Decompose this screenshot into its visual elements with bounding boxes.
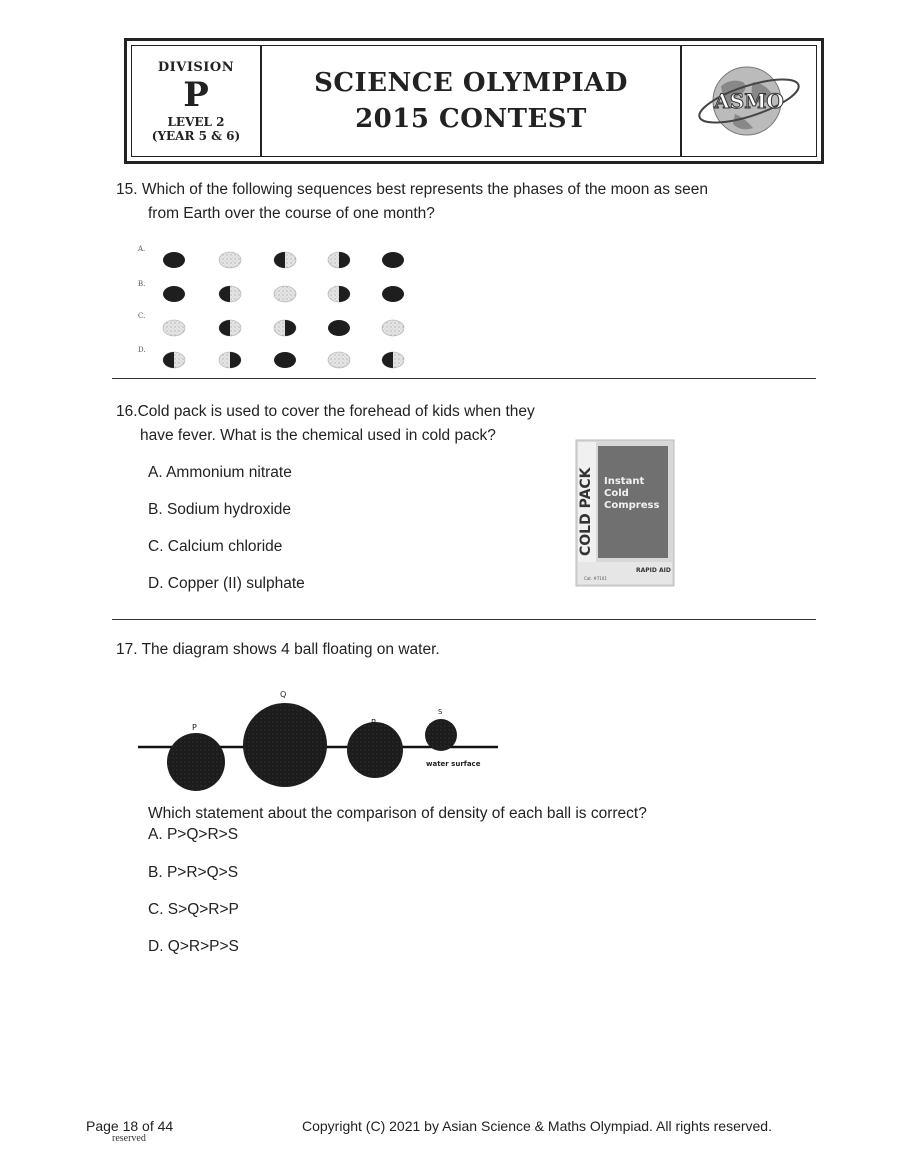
pack-side-text: COLD PACK xyxy=(578,467,594,556)
q16-option-b[interactable]: B. Sodium hydroxide xyxy=(148,501,292,518)
ball-label-q: Q xyxy=(280,690,287,699)
ball-p xyxy=(167,733,225,791)
moon-phase-first-quarter-icon xyxy=(328,286,350,302)
section-divider xyxy=(112,619,816,620)
q16-option-a[interactable]: A. Ammonium nitrate xyxy=(148,464,292,481)
pack-label-line-2: Cold xyxy=(604,488,629,499)
q17-option-a[interactable]: A. P>Q>R>S xyxy=(148,826,239,843)
moon-phase-new-icon xyxy=(274,352,296,368)
ball-s xyxy=(425,719,457,751)
pack-label-line-1: Instant xyxy=(604,476,645,487)
q16-option-c[interactable]: C. Calcium chloride xyxy=(148,538,283,555)
floating-balls-diagram xyxy=(136,684,506,794)
section-divider xyxy=(112,378,816,379)
ball-q xyxy=(243,703,327,787)
q16-option-d[interactable]: D. Copper (II) sulphate xyxy=(148,575,305,592)
q17-number: 17. xyxy=(116,641,138,658)
question-15 xyxy=(116,178,816,226)
title-line-2: 2015 CONTEST xyxy=(355,104,587,134)
moon-phase-new-icon xyxy=(382,252,404,268)
moon-row-label: C. xyxy=(138,312,146,320)
moon-phase-full-icon xyxy=(274,286,296,302)
moon-phase-last-quarter-icon xyxy=(219,320,241,336)
ball-label-p: P xyxy=(192,723,197,732)
ball-r xyxy=(347,722,403,778)
moon-phase-full-icon xyxy=(382,320,404,336)
moon-phase-last-quarter-icon xyxy=(382,352,404,368)
moon-row-label: D. xyxy=(138,346,146,354)
moon-phase-last-quarter-icon xyxy=(163,352,185,368)
moon-row-label: A. xyxy=(138,245,146,253)
moon-phase-first-quarter-icon xyxy=(328,252,350,268)
moon-phase-full-icon xyxy=(219,252,241,268)
pack-code: Cat. #7101 xyxy=(584,576,607,581)
globe-logo-icon xyxy=(691,56,807,146)
division-letter: P xyxy=(183,74,209,115)
q15-number: 15. xyxy=(116,181,138,198)
moon-phase-full-icon xyxy=(328,352,350,368)
q17-option-b[interactable]: B. P>R>Q>S xyxy=(148,864,239,881)
moon-phase-new-icon xyxy=(163,252,185,268)
q17-option-c[interactable]: C. S>Q>R>P xyxy=(148,901,239,918)
moon-phase-first-quarter-icon xyxy=(219,352,241,368)
asmo-logo xyxy=(682,46,816,156)
moon-phase-new-icon xyxy=(328,320,350,336)
q16-text-line-2: have fever. What is the chemical used in cold pack? xyxy=(140,427,496,444)
moon-phase-new-icon xyxy=(163,286,185,302)
q17-question: Which statement about the comparison of density of each ball is correct? xyxy=(148,805,647,822)
q17-option-d[interactable]: D. Q>R>P>S xyxy=(148,938,239,955)
level-label: LEVEL 2 xyxy=(167,114,225,129)
pack-label-line-3: Compress xyxy=(604,500,660,511)
contest-header xyxy=(124,38,824,164)
moon-phase-last-quarter-icon xyxy=(219,286,241,302)
pack-brand: RAPID AID xyxy=(636,567,671,574)
year-label: (YEAR 5 & 6) xyxy=(151,128,241,143)
title-line-1: SCIENCE OLYMPIAD xyxy=(314,68,628,98)
moon-phase-last-quarter-icon xyxy=(274,252,296,268)
division-box xyxy=(132,46,262,156)
reserved-note: reserved xyxy=(112,1133,146,1144)
moon-phase-new-icon xyxy=(382,286,404,302)
division-label: DIVISION xyxy=(157,59,235,75)
ball-label-s: S xyxy=(438,708,443,716)
q15-text-line-2: from Earth over the course of one month? xyxy=(148,205,435,222)
q16-number: 16. xyxy=(116,403,138,420)
page-number: Page 18 of 44 xyxy=(86,1118,174,1134)
water-surface-label: water surface xyxy=(426,760,481,768)
cold-pack-image xyxy=(570,436,680,592)
moon-phase-grid xyxy=(150,246,420,376)
question-16 xyxy=(116,400,616,448)
ball-label-r: R xyxy=(371,718,377,727)
logo-lettering: ASMO xyxy=(714,89,784,113)
moon-row-label: B. xyxy=(138,280,146,288)
question-17 xyxy=(116,638,440,662)
q15-text-line-1: Which of the following sequences best represents the phases of the moon as seen xyxy=(141,181,708,198)
moon-phase-full-icon xyxy=(163,320,185,336)
q16-text-line-1: Cold pack is used to cover the forehead of kids when they xyxy=(137,403,535,420)
moon-phase-first-quarter-icon xyxy=(274,320,296,336)
q17-text: The diagram shows 4 ball floating on water. xyxy=(141,641,440,658)
copyright-notice: Copyright (C) 2021 by Asian Science & Maths Olympiad. All rights reserved. xyxy=(302,1118,772,1134)
contest-title xyxy=(262,46,682,156)
